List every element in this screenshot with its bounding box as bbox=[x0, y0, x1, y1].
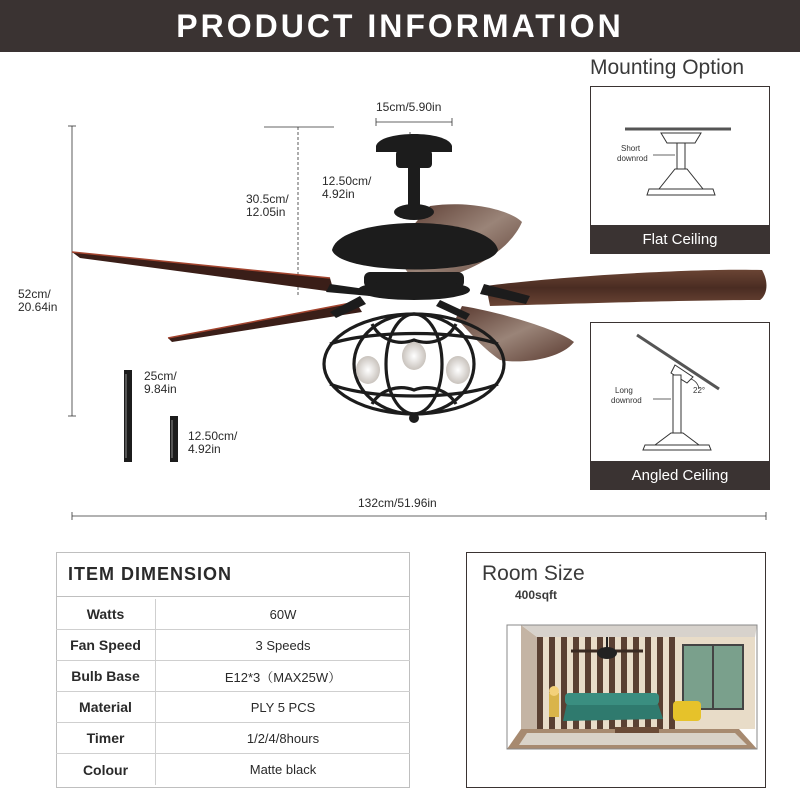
spec-key: Material bbox=[56, 692, 156, 722]
dim-rod-long-a: 25cm/ bbox=[144, 369, 177, 383]
spec-row bbox=[56, 723, 410, 754]
light-bulbs bbox=[356, 342, 470, 384]
flat-note-line1: Short bbox=[621, 144, 641, 153]
angled-note-line2: downrod bbox=[611, 396, 642, 405]
wall-stripe bbox=[537, 637, 543, 729]
spec-value: E12*3（MAX25W） bbox=[224, 669, 342, 685]
dim-downrod-b: 4.92in bbox=[322, 187, 355, 201]
spec-row bbox=[56, 692, 410, 723]
spec-value: PLY 5 PCS bbox=[250, 699, 316, 715]
spec-key: Colour bbox=[56, 754, 156, 785]
dim-total-height-a: 52cm/ bbox=[18, 287, 51, 301]
mounting-title: Mounting Option bbox=[590, 56, 745, 79]
spec-row bbox=[56, 630, 410, 661]
spec-row bbox=[56, 661, 410, 692]
dim-fan-height-a: 30.5cm/ bbox=[246, 192, 289, 206]
dim-total-height-b: 20.64in bbox=[18, 300, 58, 314]
dim-rod-short-b: 4.92in bbox=[188, 442, 221, 456]
spec-key: Timer bbox=[56, 723, 156, 753]
dim-total-width: 132cm/51.96in bbox=[358, 496, 437, 510]
flat-ceiling-panel bbox=[590, 86, 770, 254]
spec-row bbox=[56, 754, 410, 785]
angled-ceiling-diagram bbox=[591, 323, 771, 463]
room-size-panel bbox=[466, 552, 766, 788]
angled-ceiling-panel bbox=[590, 322, 770, 490]
spec-value: 60W bbox=[269, 606, 297, 622]
spec-key: Bulb Base bbox=[56, 661, 156, 691]
flat-note-line2: downrod bbox=[617, 154, 648, 163]
flat-ceiling-label: Flat Ceiling bbox=[591, 225, 769, 253]
angled-ceiling-label: Angled Ceiling bbox=[591, 461, 769, 489]
spec-value: 1/2/4/8hours bbox=[246, 730, 320, 746]
spec-key: Watts bbox=[56, 599, 156, 629]
spec-value: 3 Speeds bbox=[255, 637, 311, 653]
dim-downrod-a: 12.50cm/ bbox=[322, 174, 372, 188]
dim-rod-short-a: 12.50cm/ bbox=[188, 429, 238, 443]
flat-ceiling-diagram bbox=[591, 87, 771, 227]
room-illustration bbox=[467, 553, 766, 788]
dim-rod-long-b: 9.84in bbox=[144, 382, 177, 396]
spec-value: Matte black bbox=[249, 762, 317, 777]
room-size-title: Room Size bbox=[482, 562, 585, 585]
spec-key: Fan Speed bbox=[56, 630, 156, 660]
dim-fan-height-b: 12.05in bbox=[246, 205, 286, 219]
angled-note-line1: Long bbox=[615, 386, 633, 395]
item-dimension-title: ITEM DIMENSION bbox=[56, 552, 410, 597]
page-title: PRODUCT INFORMATION bbox=[0, 0, 800, 52]
room-size-value: 400sqft bbox=[515, 588, 558, 602]
spec-row bbox=[56, 599, 410, 630]
dim-top-width: 15cm/5.90in bbox=[376, 100, 442, 114]
angled-angle: 22° bbox=[693, 386, 706, 395]
